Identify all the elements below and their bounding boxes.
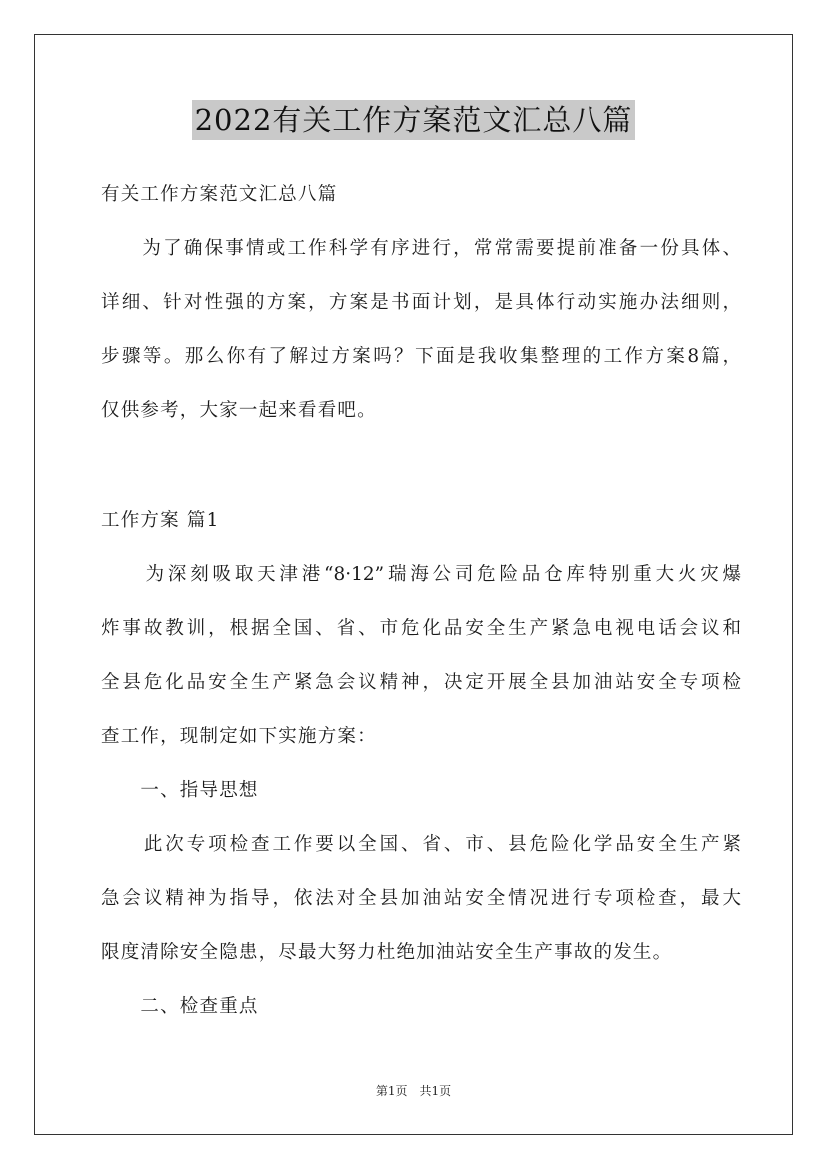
- subheading: 一、指导思想: [101, 780, 259, 801]
- paragraph-line: 限度清除安全隐患，尽最大努力杜绝加油站安全生产事故的发生。: [101, 942, 673, 963]
- subheading: 二、检查重点: [101, 996, 259, 1017]
- document-title: 2022有关工作方案范文汇总八篇: [192, 100, 636, 140]
- paragraph-line: 详细、针对性强的方案，方案是书面计划，是具体行动实施办法细则，: [101, 292, 741, 313]
- paragraph-line: 仅供参考，大家一起来看看吧。: [101, 400, 377, 421]
- paragraph-line: 炸事故教训，根据全国、省、市危化品安全生产紧急电视电话会议和: [101, 618, 741, 639]
- paragraph-line: 查工作，现制定如下实施方案：: [101, 726, 377, 747]
- section-heading: 工作方案 篇1: [101, 510, 220, 531]
- paragraph-line: 此次专项检查工作要以全国、省、市、县危险化学品安全生产紧: [101, 834, 741, 855]
- paragraph-line: 为深刻吸取天津港“8·12”瑞海公司危险品仓库特别重大火灾爆: [101, 564, 741, 585]
- paragraph-line: 步骤等。那么你有了解过方案吗？下面是我收集整理的工作方案8篇，: [101, 346, 741, 367]
- page-number-footer: 第1页 共1页: [375, 1084, 452, 1098]
- subtitle: 有关工作方案范文汇总八篇: [101, 184, 338, 205]
- title-wrapper: [0, 100, 827, 140]
- paragraph-line: 为了确保事情或工作科学有序进行，常常需要提前准备一份具体、: [101, 238, 741, 259]
- paragraph-line: 全县危化品安全生产紧急会议精神，决定开展全县加油站安全专项检: [101, 672, 741, 693]
- paragraph-line: 急会议精神为指导，依法对全县加油站安全情况进行专项检查，最大: [101, 888, 741, 909]
